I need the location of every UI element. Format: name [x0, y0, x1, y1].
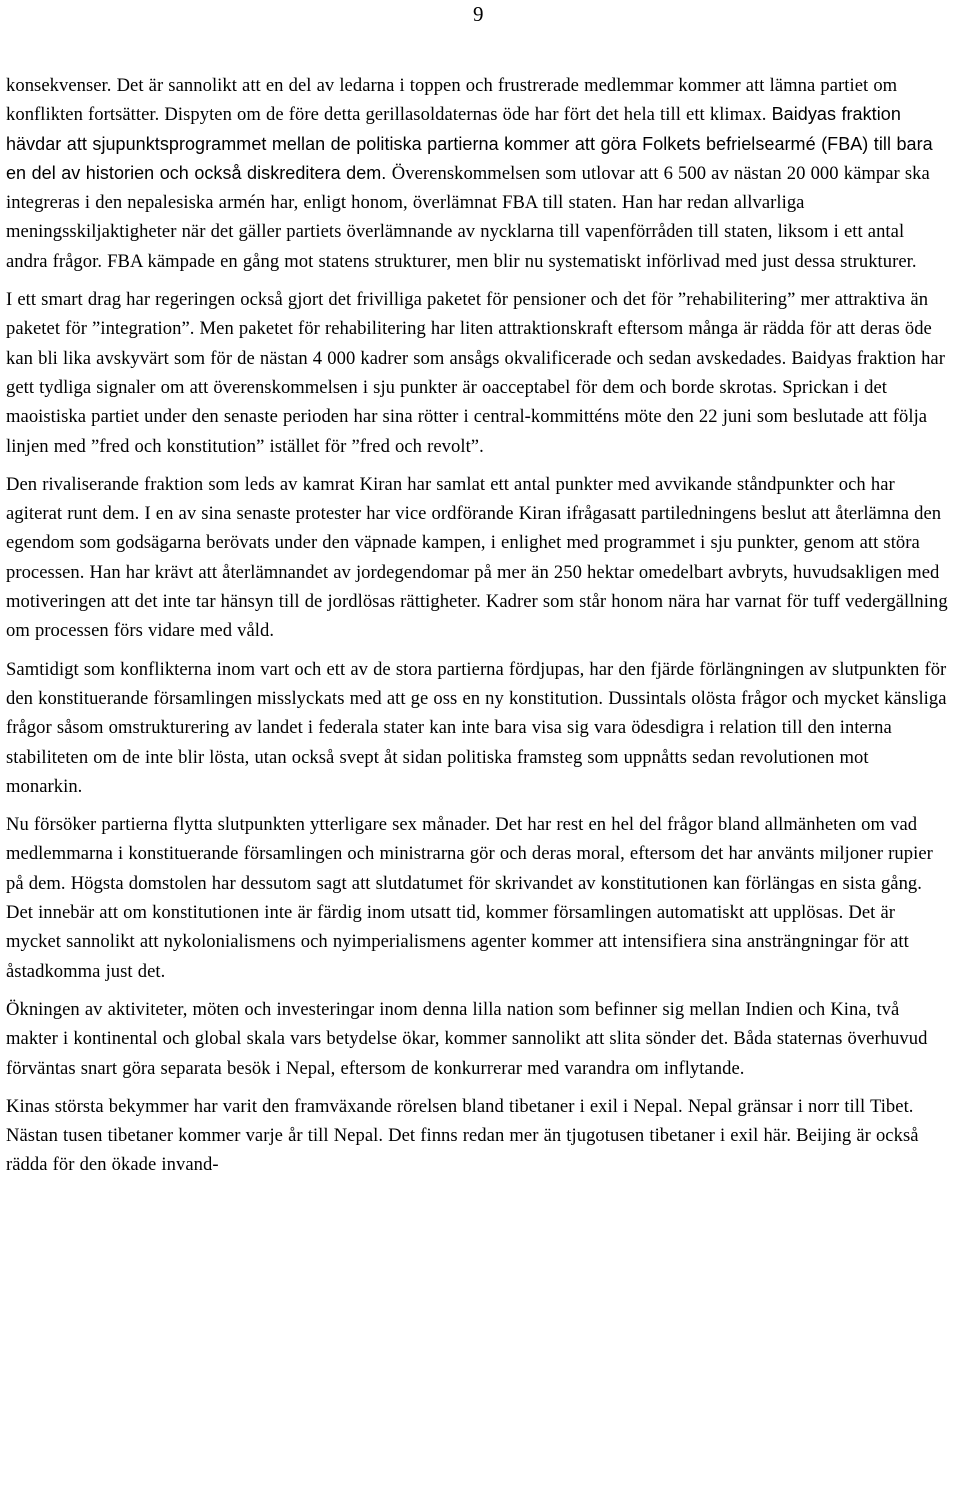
- paragraph: [6, 810, 950, 986]
- paragraph: [6, 995, 950, 1083]
- page-number: 9: [473, 2, 484, 26]
- paragraph: [6, 470, 950, 646]
- text-run: Den rivaliserande fraktion som leds av kamrat Kiran har samlat ett antal punkter med avvikande ståndpunkter och har agiterat runt dem. I en av sina senaste protester har vice ordförande Kiran ifrågasatt partiledningens beslut att återlämna den egendom som godsägarna berövats under den väpnade kampen, i enlighet med programmet i sju punkter, genom att störa processen. Han har krävt att återlämnandet av jordegendomar på mer än 250 hektar omedelbart avbryts, huvudsakligen med motiveringen att det inte tar hänsyn till de jordlösas rättigheter. Kadrer som står honom nära har varnat för tuff vedergällning om processen förs vidare med våld.: [6, 473, 948, 642]
- text-run: Ökningen av aktiviteter, möten och investeringar inom denna lilla nation som befinner sig mellan Indien och Kina, två makter i kontinental och global skala vars betydelse ökar, kommer sannolikt att slita sönder det. Båda staternas överhuvud förväntas snart göra separata besök i Nepal, eftersom de konkurrerar med varandra om inflytande.: [6, 998, 928, 1079]
- document-body: [6, 71, 950, 1180]
- text-run: konsekvenser. Det är sannolikt att en del av ledarna i toppen och frustrerade medlemmar kommer att lämna partiet om konflikten fortsätter. Dispyten om de före detta gerillasoldaternas öde har fört det hela till ett klimax.: [6, 75, 898, 126]
- text-run: I ett smart drag har regeringen också gjort det frivilliga paketet för pensioner och det för ”rehabilitering” mer attraktiva än paketet för ”integration”. Men paketet för rehabilitering har liten attraktionskraft eftersom många är rädda för att deras öde kan bli lika avskyvärt som för de nästan 4 000 kadrer som ansågs okvalificerade och sedan avskedades. Baidyas fraktion har gett tydliga signaler om att överenskommelsen i sju punkter är oacceptabel för dem och borde skrotas. Sprickan i det maoistiska partiet under den senaste perioden har sina rötter i central-kommitténs möte den 22 juni som beslutade att följa linjen med ”fred och konstitution” istället för ”fred och revolt”.: [6, 289, 945, 457]
- paragraph: [6, 285, 950, 461]
- text-run: Nu försöker partierna flytta slutpunkten ytterligare sex månader. Det har rest en hel del frågor bland allmänheten om vad medlemmarna i konstituerande församlingen och ministrarna gör och deras moral, eftersom det har använts miljoner rupier på dem. Högsta domstolen har dessutom sagt att slutdatumet för skrivandet av konstitutionen kan förlängas en sista gång. Det innebär att om konstitutionen inte är färdig inom utsatt tid, kommer församlingen automatiskt att upplösas. Det är mycket sannolikt att nykolonialismens och nyimperialismens agenter kommer att intensifiera sina ansträngningar för att åstadkomma just det.: [6, 814, 933, 982]
- text-run: Samtidigt som konflikterna inom vart och ett av de stora partierna fördjupas, har den fjärde förlängningen av slutpunkten för den konstituerande församlingen misslyckats med att ge oss en ny konstitution. Dussintals olösta frågor och mycket känsliga frågor såsom omstrukturering av landet i federala stater kan inte bara visa sig vara ödesdigra i relation till den interna stabiliteten om de inte blir lösta, utan också svept åt sidan politiska framsteg som uppnåtts sedan revolutionen mot monarkin.: [6, 658, 947, 797]
- paragraph: [6, 71, 950, 276]
- text-run: Kinas största bekymmer har varit den framväxande rörelsen bland tibetaner i exil i Nepal. Nepal gränsar i norr till Tibet. Nästan tusen tibetaner kommer varje år till Nepal. Det finns redan mer än tjugotusen tibetaner i exil här. Beijing är också rädda för den ökade invand-: [6, 1095, 919, 1176]
- paragraph: [6, 655, 950, 801]
- text-run: Baidyas fraktion hävdar att sjupunktsprogrammet mellan de politiska partierna kommer att göra Folkets befrielsearmé (FBA) till bara en del av historien och också diskreditera dem.: [6, 104, 933, 183]
- text-run: Överenskommelsen som utlovar att 6 500 av nästan 20 000 kämpar ska integreras i den nepalesiska armén har, enligt honom, överlämnat FBA till staten. Han har redan allvarliga meningsskiljaktigheter när det gäller partiets överlämnande av nycklarna till vapenförråden till staten, liksom i ett antal andra frågor. FBA kämpade en gång mot statens strukturer, men blir nu systematiskt införlivad med just dessa strukturer.: [6, 162, 930, 272]
- paragraph: [6, 1092, 950, 1180]
